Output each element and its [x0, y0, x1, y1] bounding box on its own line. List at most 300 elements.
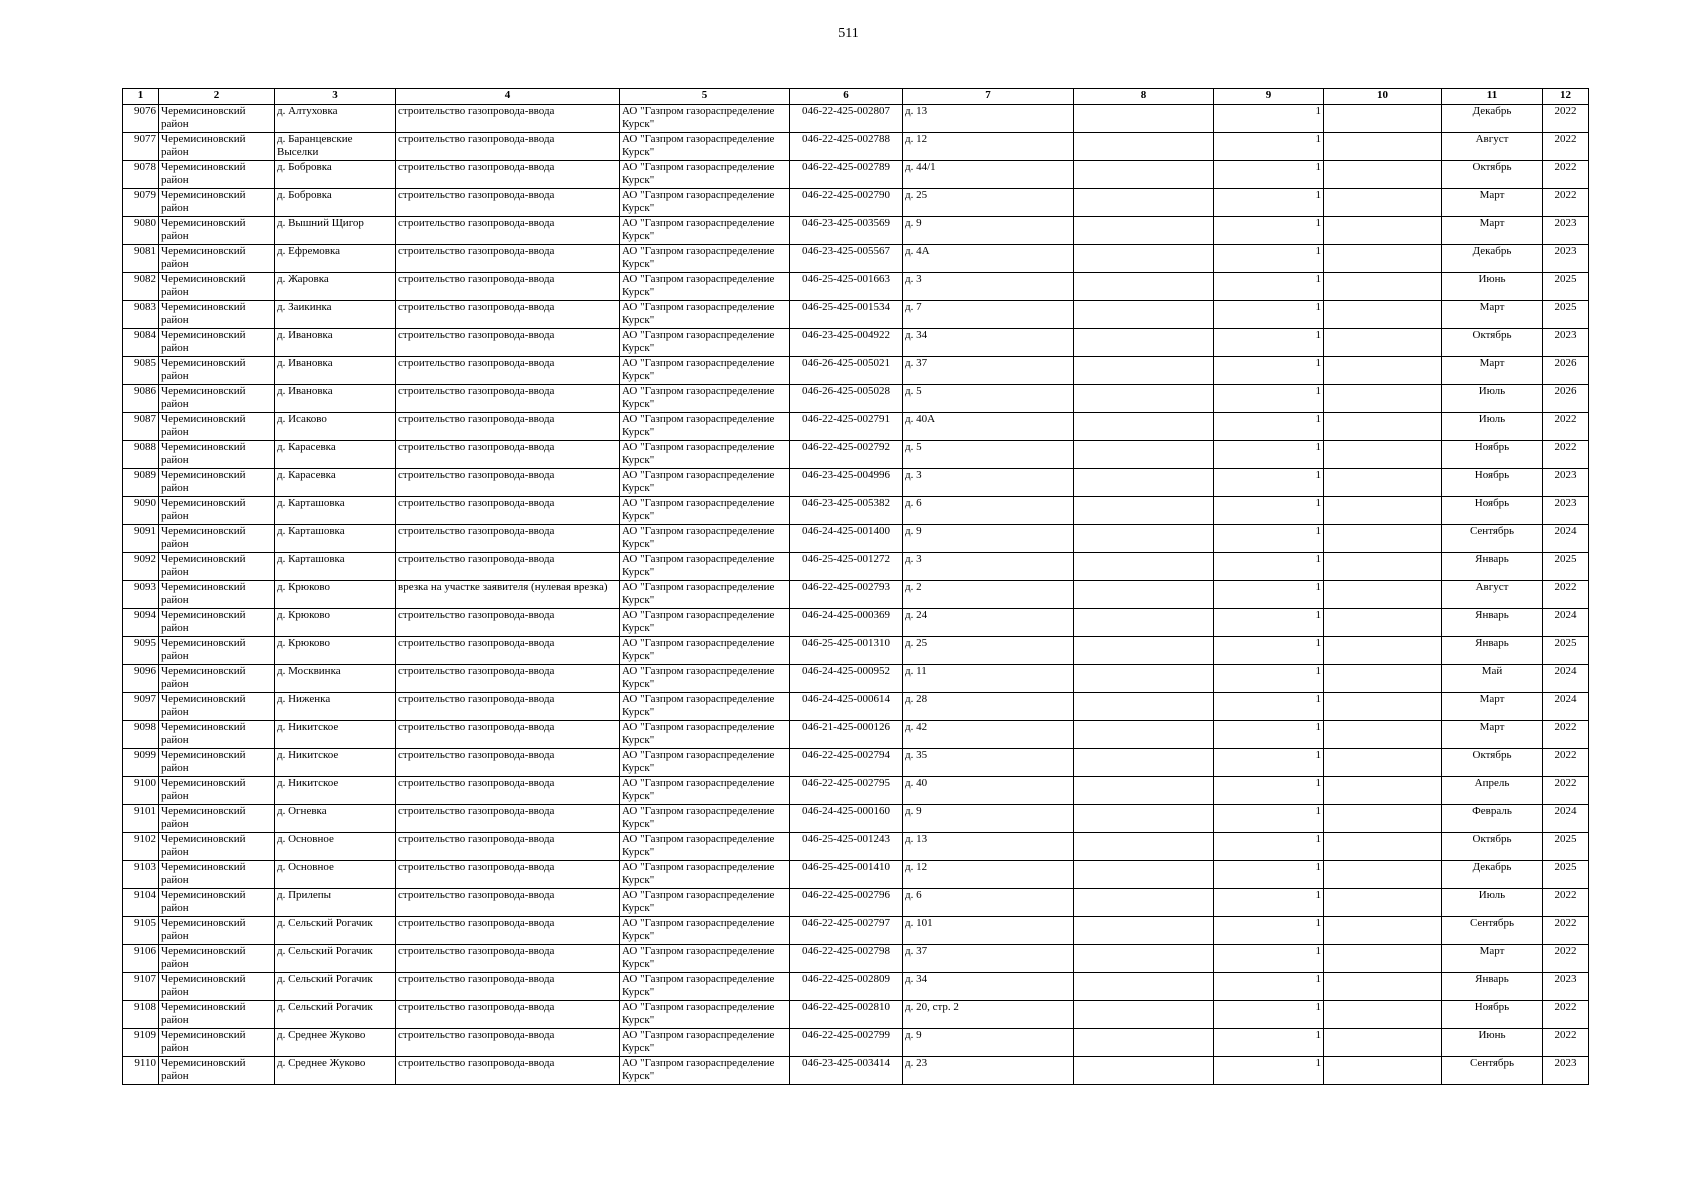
cell-text: д. Никитское — [277, 777, 339, 789]
cell-text: 2022 — [1554, 1001, 1577, 1013]
cell-text: строительство газопровода-ввода — [398, 553, 555, 565]
address-cell — [903, 441, 1074, 469]
cell-text: д. 101 — [905, 917, 933, 929]
cell-text: строительство газопровода-ввода — [398, 413, 555, 425]
column-10-cell — [1324, 161, 1442, 189]
column-10-cell — [1324, 805, 1442, 833]
locality-cell — [275, 581, 396, 609]
table-row — [123, 441, 1589, 469]
quantity-cell — [1214, 665, 1324, 693]
locality-cell — [275, 1057, 396, 1085]
address-cell — [903, 749, 1074, 777]
year-cell — [1543, 273, 1589, 301]
cell-text: 2022 — [1554, 413, 1577, 425]
row-number-cell — [123, 721, 159, 749]
cell-text: АО "Газпром газораспределение Курск" — [622, 357, 775, 382]
quantity-cell — [1214, 413, 1324, 441]
address-cell — [903, 217, 1074, 245]
cell-text: д. 2 — [905, 581, 922, 593]
month-cell — [1442, 413, 1543, 441]
district-cell — [159, 889, 275, 917]
row-number-cell — [123, 693, 159, 721]
cell-text: 1 — [1315, 385, 1321, 397]
cell-text: АО "Газпром газораспределение Курск" — [622, 189, 775, 214]
table-row — [123, 385, 1589, 413]
locality-cell — [275, 469, 396, 497]
column-10-cell — [1324, 945, 1442, 973]
cell-text: 2022 — [1554, 441, 1577, 453]
cell-text: 046-25-425-001534 — [802, 301, 890, 313]
district-cell — [159, 329, 275, 357]
column-8-cell — [1074, 525, 1214, 553]
district-cell — [159, 161, 275, 189]
cell-text: Черемисиновский район — [161, 1001, 246, 1026]
application-code-cell — [790, 693, 903, 721]
cell-text: 9080 — [134, 217, 156, 229]
year-cell — [1543, 245, 1589, 273]
cell-text: Январь — [1475, 553, 1509, 565]
row-number-cell — [123, 133, 159, 161]
address-cell — [903, 861, 1074, 889]
work-type-cell — [396, 665, 620, 693]
cell-text: Июнь — [1478, 273, 1506, 285]
cell-text: 9077 — [134, 133, 156, 145]
cell-text: 1 — [1315, 945, 1321, 957]
cell-text: 1 — [1315, 609, 1321, 621]
column-8-cell — [1074, 273, 1214, 301]
year-cell — [1543, 329, 1589, 357]
cell-text: АО "Газпром газораспределение Курск" — [622, 637, 775, 662]
row-number-cell — [123, 1029, 159, 1057]
application-code-cell — [790, 721, 903, 749]
cell-text: строительство газопровода-ввода — [398, 133, 555, 145]
column-header: 8 — [1074, 89, 1214, 105]
organization-cell — [620, 1057, 790, 1085]
cell-text: Черемисиновский район — [161, 665, 246, 690]
cell-text: строительство газопровода-ввода — [398, 693, 555, 705]
address-cell — [903, 301, 1074, 329]
table-row — [123, 749, 1589, 777]
cell-text: Октябрь — [1472, 161, 1512, 173]
row-number-cell — [123, 945, 159, 973]
work-type-cell — [396, 833, 620, 861]
locality-cell — [275, 413, 396, 441]
month-cell — [1442, 245, 1543, 273]
cell-text: АО "Газпром газораспределение Курск" — [622, 693, 775, 718]
cell-text: д. 25 — [905, 189, 928, 201]
locality-cell — [275, 357, 396, 385]
year-cell — [1543, 301, 1589, 329]
quantity-cell — [1214, 133, 1324, 161]
row-number-cell — [123, 357, 159, 385]
year-cell — [1543, 441, 1589, 469]
district-cell — [159, 945, 275, 973]
cell-text: строительство газопровода-ввода — [398, 497, 555, 509]
column-header: 6 — [790, 89, 903, 105]
cell-text: 9085 — [134, 357, 156, 369]
district-cell — [159, 105, 275, 133]
column-8-cell — [1074, 105, 1214, 133]
cell-text: Черемисиновский район — [161, 357, 246, 382]
row-number-cell — [123, 189, 159, 217]
column-8-cell — [1074, 665, 1214, 693]
cell-text: 1 — [1315, 833, 1321, 845]
cell-text: 046-21-425-000126 — [802, 721, 890, 733]
locality-cell — [275, 665, 396, 693]
district-cell — [159, 413, 275, 441]
cell-text: Черемисиновский район — [161, 441, 246, 466]
cell-text: 046-26-425-005028 — [802, 385, 890, 397]
application-code-cell — [790, 245, 903, 273]
month-cell — [1442, 833, 1543, 861]
organization-cell — [620, 217, 790, 245]
work-type-cell — [396, 329, 620, 357]
cell-text: д. Ивановка — [277, 357, 333, 369]
row-number-cell — [123, 889, 159, 917]
organization-cell — [620, 973, 790, 1001]
cell-text: 9084 — [134, 329, 156, 341]
row-number-cell — [123, 581, 159, 609]
column-8-cell — [1074, 357, 1214, 385]
cell-text: 2026 — [1554, 357, 1577, 369]
locality-cell — [275, 945, 396, 973]
cell-text: 2024 — [1554, 525, 1577, 537]
column-header: 7 — [903, 89, 1074, 105]
month-cell — [1442, 441, 1543, 469]
cell-text: д. 13 — [905, 833, 928, 845]
cell-text: Ноябрь — [1474, 497, 1510, 509]
column-10-cell — [1324, 133, 1442, 161]
row-number-cell — [123, 637, 159, 665]
year-cell — [1543, 217, 1589, 245]
cell-text: 9089 — [134, 469, 156, 481]
cell-text: строительство газопровода-ввода — [398, 637, 555, 649]
cell-text: 2022 — [1554, 721, 1577, 733]
cell-text: 2024 — [1554, 693, 1577, 705]
locality-cell — [275, 245, 396, 273]
cell-text: д. Баранцевские Выселки — [277, 133, 353, 158]
cell-text: Декабрь — [1472, 861, 1512, 873]
cell-text: д. 35 — [905, 749, 928, 761]
district-cell — [159, 637, 275, 665]
table-row — [123, 161, 1589, 189]
address-cell — [903, 329, 1074, 357]
table-row — [123, 1001, 1589, 1029]
address-cell — [903, 721, 1074, 749]
cell-text: д. Карташовка — [277, 525, 345, 537]
quantity-cell — [1214, 525, 1324, 553]
year-cell — [1543, 1057, 1589, 1085]
year-cell — [1543, 861, 1589, 889]
cell-text: Черемисиновский район — [161, 917, 246, 942]
cell-text: АО "Газпром газораспределение Курск" — [622, 861, 775, 886]
month-cell — [1442, 973, 1543, 1001]
application-code-cell — [790, 1057, 903, 1085]
quantity-cell — [1214, 581, 1324, 609]
cell-text: 2022 — [1554, 777, 1577, 789]
cell-text: 2023 — [1554, 469, 1577, 481]
cell-text: строительство газопровода-ввода — [398, 161, 555, 173]
application-code-cell — [790, 385, 903, 413]
cell-text: д. 42 — [905, 721, 928, 733]
quantity-cell — [1214, 273, 1324, 301]
cell-text: 2022 — [1554, 1029, 1577, 1041]
column-10-cell — [1324, 861, 1442, 889]
cell-text: строительство газопровода-ввода — [398, 189, 555, 201]
cell-text: 9108 — [134, 1001, 156, 1013]
cell-text: 2025 — [1554, 637, 1577, 649]
quantity-cell — [1214, 357, 1324, 385]
column-8-cell — [1074, 469, 1214, 497]
organization-cell — [620, 721, 790, 749]
month-cell — [1442, 161, 1543, 189]
cell-text: 9103 — [134, 861, 156, 873]
quantity-cell — [1214, 833, 1324, 861]
cell-text: Август — [1475, 581, 1509, 593]
organization-cell — [620, 413, 790, 441]
organization-cell — [620, 581, 790, 609]
cell-text: 2022 — [1554, 945, 1577, 957]
cell-text: Черемисиновский район — [161, 637, 246, 662]
cell-text: Январь — [1475, 637, 1509, 649]
organization-cell — [620, 469, 790, 497]
column-header: 3 — [275, 89, 396, 105]
application-code-cell — [790, 105, 903, 133]
cell-text: Июнь — [1478, 1029, 1506, 1041]
table-row — [123, 861, 1589, 889]
address-cell — [903, 581, 1074, 609]
cell-text: 9109 — [134, 1029, 156, 1041]
cell-text: д. Никитское — [277, 721, 339, 733]
address-cell — [903, 413, 1074, 441]
cell-text: АО "Газпром газораспределение Курск" — [622, 133, 775, 158]
cell-text: 046-22-425-002791 — [802, 413, 890, 425]
year-cell — [1543, 917, 1589, 945]
work-type-cell — [396, 217, 620, 245]
organization-cell — [620, 749, 790, 777]
address-cell — [903, 833, 1074, 861]
month-cell — [1442, 1029, 1543, 1057]
application-code-cell — [790, 413, 903, 441]
month-cell — [1442, 637, 1543, 665]
quantity-cell — [1214, 105, 1324, 133]
cell-text: д. Среднее Жуково — [277, 1057, 366, 1069]
year-cell — [1543, 945, 1589, 973]
cell-text: Ноябрь — [1474, 441, 1510, 453]
cell-text: Май — [1481, 665, 1503, 677]
cell-text: АО "Газпром газораспределение Курск" — [622, 609, 775, 634]
column-10-cell — [1324, 749, 1442, 777]
locality-cell — [275, 917, 396, 945]
cell-text: д. 6 — [905, 497, 922, 509]
month-cell — [1442, 497, 1543, 525]
cell-text: д. 40А — [905, 413, 936, 425]
row-number-cell — [123, 105, 159, 133]
cell-text: строительство газопровода-ввода — [398, 805, 555, 817]
quantity-cell — [1214, 805, 1324, 833]
work-type-cell — [396, 917, 620, 945]
cell-text: 9082 — [134, 273, 156, 285]
cell-text: 046-22-425-002795 — [802, 777, 890, 789]
quantity-cell — [1214, 889, 1324, 917]
organization-cell — [620, 161, 790, 189]
cell-text: Черемисиновский район — [161, 973, 246, 998]
column-10-cell — [1324, 889, 1442, 917]
column-8-cell — [1074, 329, 1214, 357]
cell-text: Сентябрь — [1469, 917, 1515, 929]
year-cell — [1543, 1001, 1589, 1029]
year-cell — [1543, 469, 1589, 497]
work-type-cell — [396, 357, 620, 385]
cell-text: 9083 — [134, 301, 156, 313]
column-8-cell — [1074, 161, 1214, 189]
application-code-cell — [790, 945, 903, 973]
cell-text: 046-22-425-002789 — [802, 161, 890, 173]
organization-cell — [620, 1001, 790, 1029]
cell-text: 1 — [1315, 973, 1321, 985]
year-cell — [1543, 665, 1589, 693]
month-cell — [1442, 189, 1543, 217]
month-cell — [1442, 805, 1543, 833]
quantity-cell — [1214, 637, 1324, 665]
column-10-cell — [1324, 1029, 1442, 1057]
cell-text: 046-23-425-004996 — [802, 469, 890, 481]
cell-text: д. 4А — [905, 245, 930, 257]
cell-text: д. Бобровка — [277, 189, 332, 201]
locality-cell — [275, 553, 396, 581]
cell-text: д. Среднее Жуково — [277, 1029, 366, 1041]
column-10-cell — [1324, 357, 1442, 385]
cell-text: 046-26-425-005021 — [802, 357, 890, 369]
work-type-cell — [396, 1057, 620, 1085]
month-cell — [1442, 945, 1543, 973]
cell-text: д. Крюково — [277, 637, 331, 649]
year-cell — [1543, 581, 1589, 609]
locality-cell — [275, 749, 396, 777]
column-8-cell — [1074, 301, 1214, 329]
cell-text: 2025 — [1554, 833, 1577, 845]
cell-text: Август — [1475, 133, 1509, 145]
work-type-cell — [396, 469, 620, 497]
organization-cell — [620, 301, 790, 329]
column-10-cell — [1324, 189, 1442, 217]
address-cell — [903, 189, 1074, 217]
cell-text: 1 — [1315, 497, 1321, 509]
cell-text: 1 — [1315, 889, 1321, 901]
work-type-cell — [396, 581, 620, 609]
application-code-cell — [790, 273, 903, 301]
organization-cell — [620, 665, 790, 693]
quantity-cell — [1214, 945, 1324, 973]
application-code-cell — [790, 133, 903, 161]
column-10-cell — [1324, 777, 1442, 805]
district-cell — [159, 805, 275, 833]
month-cell — [1442, 693, 1543, 721]
cell-text: д. Основное — [277, 833, 334, 845]
cell-text: АО "Газпром газораспределение Курск" — [622, 217, 775, 242]
district-cell — [159, 385, 275, 413]
work-type-cell — [396, 609, 620, 637]
locality-cell — [275, 161, 396, 189]
column-8-cell — [1074, 1001, 1214, 1029]
locality-cell — [275, 525, 396, 553]
cell-text: АО "Газпром газораспределение Курск" — [622, 413, 775, 438]
month-cell — [1442, 917, 1543, 945]
year-cell — [1543, 609, 1589, 637]
work-type-cell — [396, 805, 620, 833]
cell-text: 9096 — [134, 665, 156, 677]
month-cell — [1442, 385, 1543, 413]
cell-text: АО "Газпром газораспределение Курск" — [622, 973, 775, 998]
cell-text: строительство газопровода-ввода — [398, 833, 555, 845]
table-row — [123, 273, 1589, 301]
organization-cell — [620, 637, 790, 665]
quantity-cell — [1214, 973, 1324, 1001]
cell-text: д. Заикинка — [277, 301, 332, 313]
locality-cell — [275, 301, 396, 329]
district-cell — [159, 749, 275, 777]
column-10-cell — [1324, 609, 1442, 637]
cell-text: д. Карасевка — [277, 469, 336, 481]
cell-text: 9104 — [134, 889, 156, 901]
month-cell — [1442, 553, 1543, 581]
cell-text: 046-23-425-004922 — [802, 329, 890, 341]
organization-cell — [620, 441, 790, 469]
header-row — [123, 89, 1589, 105]
cell-text: 046-23-425-005567 — [802, 245, 890, 257]
address-cell — [903, 637, 1074, 665]
application-code-cell — [790, 917, 903, 945]
cell-text: 046-23-425-005382 — [802, 497, 890, 509]
work-type-cell — [396, 133, 620, 161]
organization-cell — [620, 917, 790, 945]
quantity-cell — [1214, 609, 1324, 637]
cell-text: 9091 — [134, 525, 156, 537]
column-10-cell — [1324, 581, 1442, 609]
cell-text: Черемисиновский район — [161, 525, 246, 550]
cell-text: 046-23-425-003569 — [802, 217, 890, 229]
column-header: 10 — [1324, 89, 1442, 105]
work-type-cell — [396, 637, 620, 665]
cell-text: д. 7 — [905, 301, 922, 313]
cell-text: 1 — [1315, 441, 1321, 453]
cell-text: Черемисиновский район — [161, 273, 246, 298]
cell-text: д. 11 — [905, 665, 927, 677]
quantity-cell — [1214, 161, 1324, 189]
year-cell — [1543, 693, 1589, 721]
district-cell — [159, 497, 275, 525]
cell-text: 1 — [1315, 581, 1321, 593]
address-cell — [903, 525, 1074, 553]
cell-text: д. 40 — [905, 777, 928, 789]
organization-cell — [620, 805, 790, 833]
table-row — [123, 497, 1589, 525]
quantity-cell — [1214, 217, 1324, 245]
column-8-cell — [1074, 413, 1214, 441]
cell-text: 2025 — [1554, 553, 1577, 565]
column-8-cell — [1074, 1057, 1214, 1085]
cell-text: Черемисиновский район — [161, 133, 246, 158]
cell-text: 9095 — [134, 637, 156, 649]
organization-cell — [620, 189, 790, 217]
year-cell — [1543, 385, 1589, 413]
cell-text: 9081 — [134, 245, 156, 257]
cell-text: 2026 — [1554, 385, 1577, 397]
work-type-cell — [396, 161, 620, 189]
column-10-cell — [1324, 105, 1442, 133]
application-code-cell — [790, 609, 903, 637]
row-number-cell — [123, 833, 159, 861]
